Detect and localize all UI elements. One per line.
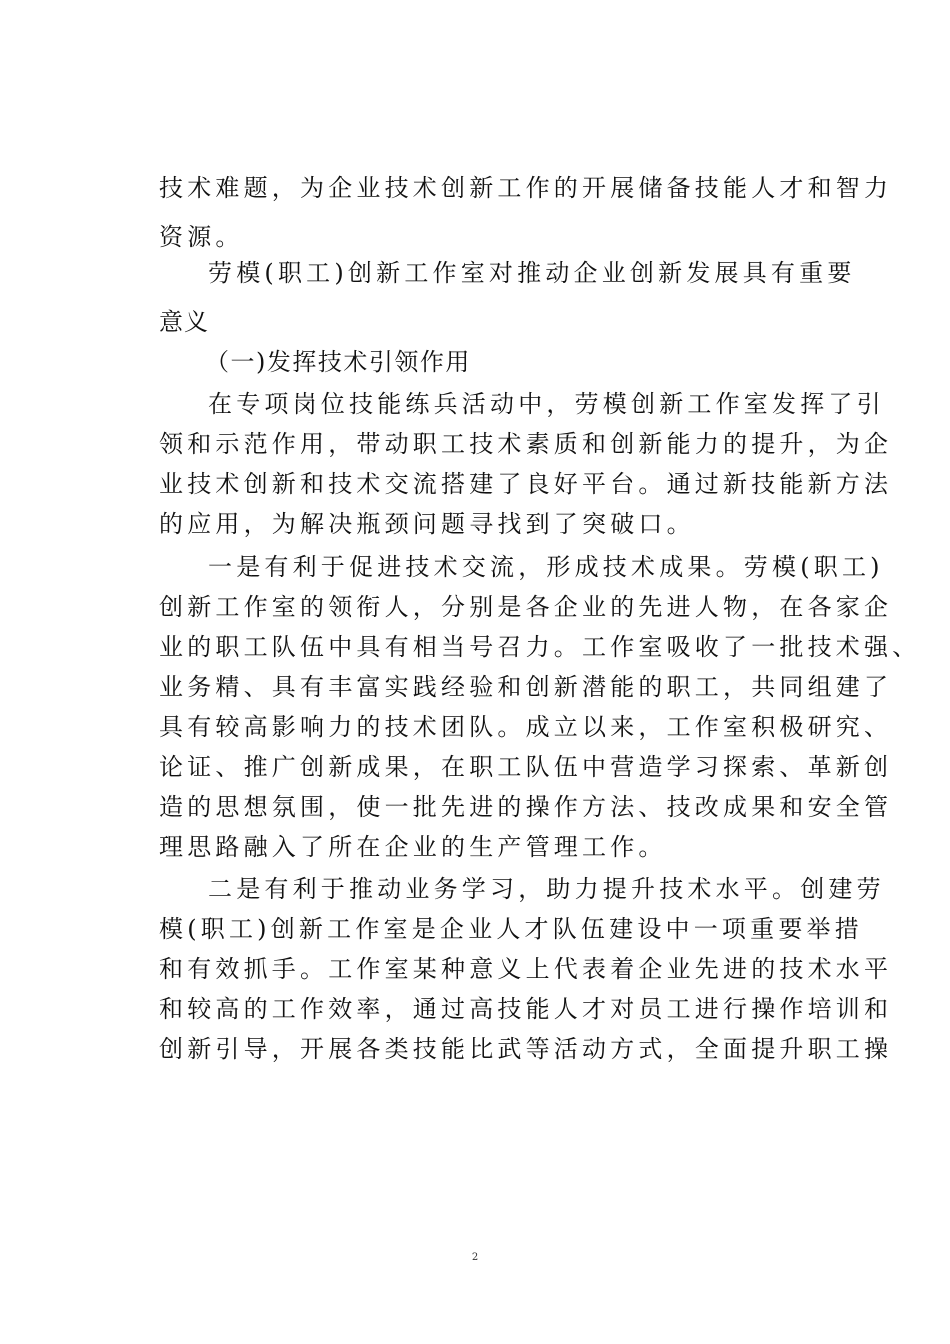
body-text-line: 业务精、具有丰富实践经验和创新潜能的职工，共同组建了 <box>159 673 893 701</box>
body-text-line: 和有效抓手。工作室某种意义上代表着企业先进的技术水平 <box>159 955 893 983</box>
subsection-heading: （一)发挥技术引领作用 <box>205 348 471 376</box>
section-heading-line: 劳模(职工)创新工作室对推动企业创新发展具有重要 <box>208 259 856 287</box>
body-text-line: 创新工作室的领衔人，分别是各企业的先进人物，在各家企 <box>159 593 893 621</box>
page-number: 2 <box>471 1252 479 1263</box>
body-text-line: 在专项岗位技能练兵活动中，劳模创新工作室发挥了引 <box>208 390 885 418</box>
body-text-line: 论证、推广创新成果，在职工队伍中营造学习探索、革新创 <box>159 753 893 781</box>
body-text-line: 领和示范作用，带动职工技术素质和创新能力的提升，为企 <box>159 430 893 458</box>
body-text-line: 造的思想氛围，使一批先进的操作方法、技改成果和安全管 <box>159 793 893 821</box>
body-text-line: 理思路融入了所在企业的生产管理工作。 <box>159 833 667 861</box>
body-text-line: 和较高的工作效率，通过高技能人才对员工进行操作培训和 <box>159 995 893 1023</box>
body-text-line: 二是有利于推动业务学习，助力提升技术水平。创建劳 <box>208 875 885 903</box>
body-text-line: 资源。 <box>159 223 244 251</box>
body-text-line: 一是有利于促进技术交流，形成技术成果。劳模(职工) <box>208 553 884 581</box>
body-text-line: 模(职工)创新工作室是企业人才队伍建设中一项重要举措 <box>159 915 863 943</box>
body-text-line: 创新引导，开展各类技能比武等活动方式，全面提升职工操 <box>159 1035 893 1063</box>
body-text-line: 具有较高影响力的技术团队。成立以来，工作室积极研究、 <box>159 713 893 741</box>
body-text-line: 业的职工队伍中具有相当号召力。工作室吸收了一批技术强、 <box>159 633 921 661</box>
body-text-line: 的应用，为解决瓶颈问题寻找到了突破口。 <box>159 510 695 538</box>
body-text-line: 技术难题，为企业技术创新工作的开展储备技能人才和智力 <box>159 174 893 202</box>
section-heading-line: 意义 <box>159 308 209 336</box>
body-text-line: 业技术创新和技术交流搭建了良好平台。通过新技能新方法 <box>159 470 893 498</box>
